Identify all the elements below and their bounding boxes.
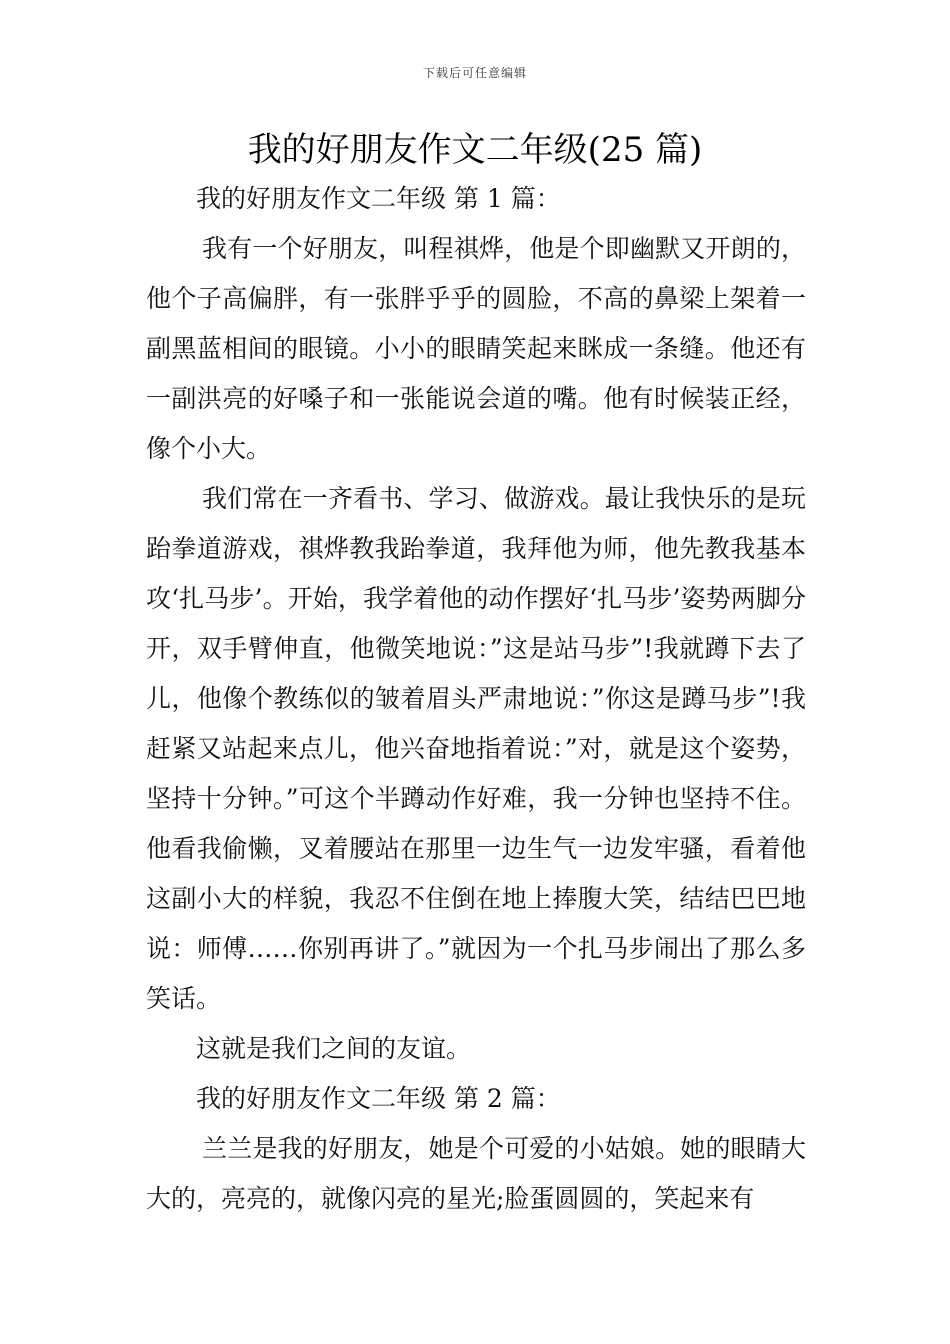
paragraph: 我们常在一齐看书、学习、做游戏。最让我快乐的是玩跆拳道游戏，祺烨教我跆拳道，我拜他为师，他先教我基本攻‘扎马步’。开始，我学着他的动作摆好‘扎马步’姿势两脚分开，双手臂伸直，他微笑地说：”这是站马步”!我就蹲下去了儿，他像个教练似的皱着眉头严肃地说：”你这是蹲马步”!我赶紧又站起来点儿，他兴奋地指着说：”对，就是这个姿势，坚持十分钟。”可这个半蹲动作好难，我一分钟也坚持不住。他看我偷懒，叉着腰站在那里一边生气一边发牢骚，看着他这副小大的样貌，我忍不住倒在地上捧腹大笑，结结巴巴地说：师傅……你别再讲了。”就因为一个扎马步闹出了那么多笑话。: [146, 484, 806, 1013]
paragraph: 兰兰是我的好朋友，她是个可爱的小姑娘。她的眼睛大大的，亮亮的，就像闪亮的星光;脸蛋圆圆的，笑起来有: [146, 1134, 806, 1213]
document-title: 我的好朋友作文二年级(25 篇): [247, 130, 703, 170]
paragraph: 这就是我们之间的友谊。: [196, 1034, 472, 1063]
header-note: 下载后可任意编辑: [422, 66, 527, 80]
section-heading-1: 我的好朋友作文二年级 第 1 篇：: [196, 184, 561, 213]
section-heading-2: 我的好朋友作文二年级 第 2 篇：: [196, 1084, 561, 1113]
paragraph: 我有一个好朋友，叫程祺烨，他是个即幽默又开朗的，他个子高偏胖，有一张胖乎乎的圆脸，不高的鼻梁上架着一副黑蓝相间的眼镜。小小的眼睛笑起来眯成一条缝。他还有一副洪亮的好嗓子和一张能说会道的嘴。他有时候装正经，像个小大。: [146, 234, 806, 463]
document-body: [146, 174, 806, 1224]
